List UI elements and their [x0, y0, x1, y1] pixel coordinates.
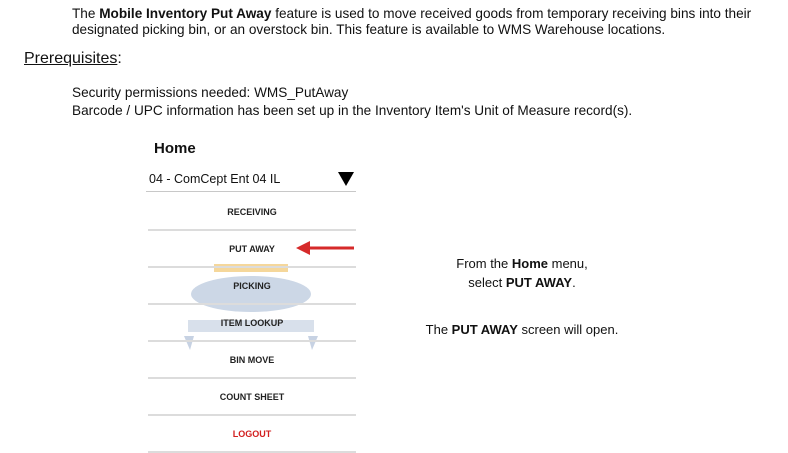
menu-item-put-away[interactable]: PUT AWAY	[148, 231, 356, 268]
menu-item-count-sheet[interactable]: COUNT SHEET	[148, 379, 356, 416]
instruction-screen-open	[400, 320, 644, 339]
intro-suffix: feature is used to move received goods from temporary receiving bins into their designated picking bin, or an overstock bin. This feature is available to WMS Warehouse locations.	[72, 6, 752, 37]
menu-item-item-lookup[interactable]: ITEM LOOKUP	[148, 305, 356, 342]
menu-item-logout[interactable]: LOGOUT	[148, 416, 356, 453]
instruction-text: From the	[456, 256, 512, 271]
instruction-text: screen will open.	[517, 322, 619, 337]
dropdown-caret-icon[interactable]	[338, 172, 354, 186]
prerequisites-colon: :	[117, 50, 122, 67]
feature-name: Mobile Inventory Put Away	[99, 6, 272, 21]
instruction-text: The	[425, 322, 452, 337]
instruction-bold: PUT AWAY	[451, 322, 518, 337]
home-menu	[148, 194, 356, 453]
location-select-value: 04 - ComCept Ent 04 IL	[149, 172, 281, 186]
prerequisites-heading	[24, 50, 122, 68]
instruction-bold: PUT AWAY	[505, 275, 573, 290]
prerequisites-title: Prerequisites	[24, 50, 118, 67]
pointer-arrow-icon	[296, 240, 358, 256]
prerequisite-item: Barcode / UPC information has been set up in the Inventory Item's Unit of Measure record(s).	[72, 103, 633, 118]
intro-paragraph	[72, 6, 772, 38]
menu-item-picking[interactable]: PICKING	[148, 268, 356, 305]
mobile-home-screen	[144, 136, 358, 448]
home-title: Home	[154, 140, 196, 157]
prerequisites-list	[72, 84, 632, 120]
intro-prefix: The	[72, 6, 100, 21]
instruction-bold: Home	[511, 256, 548, 271]
instruction-text: .	[572, 275, 576, 290]
menu-item-bin-move[interactable]: BIN MOVE	[148, 342, 356, 379]
instruction-home-menu	[400, 254, 644, 292]
instruction-text: menu,	[548, 256, 588, 271]
prerequisite-item: Security permissions needed: WMS_PutAway	[72, 85, 349, 100]
instruction-text: select	[468, 275, 506, 290]
location-select[interactable]	[146, 166, 356, 192]
menu-item-receiving[interactable]: RECEIVING	[148, 194, 356, 231]
